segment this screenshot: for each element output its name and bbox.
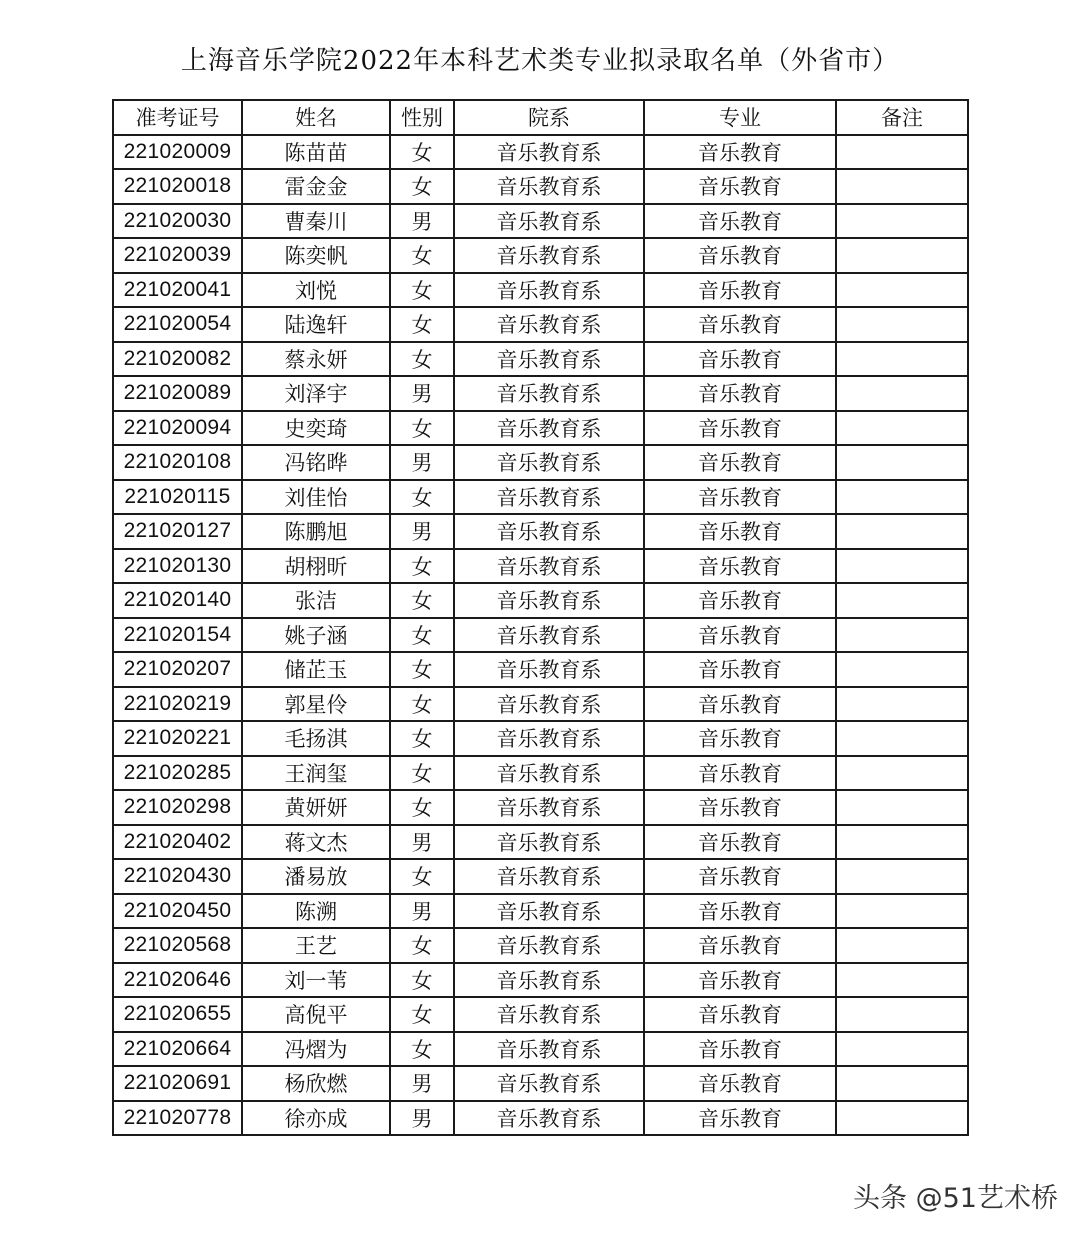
cell-remarks (836, 928, 968, 963)
cell-department: 音乐教育系 (454, 963, 644, 998)
cell-name: 黄妍妍 (242, 790, 390, 825)
cell-major: 音乐教育 (644, 756, 836, 791)
cell-major: 音乐教育 (644, 652, 836, 687)
cell-major: 音乐教育 (644, 411, 836, 446)
cell-exam-id: 221020285 (113, 756, 242, 791)
cell-exam-id: 221020154 (113, 618, 242, 653)
cell-gender: 女 (390, 997, 454, 1032)
cell-name: 刘佳怡 (242, 480, 390, 515)
cell-major: 音乐教育 (644, 825, 836, 860)
cell-name: 陈溯 (242, 894, 390, 929)
cell-major: 音乐教育 (644, 859, 836, 894)
cell-remarks (836, 514, 968, 549)
cell-exam-id: 221020664 (113, 1032, 242, 1067)
cell-major: 音乐教育 (644, 514, 836, 549)
cell-remarks (836, 549, 968, 584)
cell-remarks (836, 997, 968, 1032)
cell-name: 杨欣燃 (242, 1066, 390, 1101)
cell-gender: 女 (390, 756, 454, 791)
cell-gender: 女 (390, 721, 454, 756)
cell-name: 高倪平 (242, 997, 390, 1032)
table-row (113, 307, 968, 342)
cell-gender: 女 (390, 928, 454, 963)
cell-remarks (836, 652, 968, 687)
cell-gender: 女 (390, 859, 454, 894)
cell-remarks (836, 411, 968, 446)
cell-department: 音乐教育系 (454, 549, 644, 584)
cell-gender: 女 (390, 135, 454, 170)
table-row (113, 894, 968, 929)
cell-major: 音乐教育 (644, 1066, 836, 1101)
cell-gender: 女 (390, 169, 454, 204)
cell-remarks (836, 1101, 968, 1136)
cell-major: 音乐教育 (644, 342, 836, 377)
cell-department: 音乐教育系 (454, 480, 644, 515)
cell-major: 音乐教育 (644, 790, 836, 825)
cell-gender: 女 (390, 411, 454, 446)
cell-department: 音乐教育系 (454, 859, 644, 894)
cell-major: 音乐教育 (644, 204, 836, 239)
cell-name: 雷金金 (242, 169, 390, 204)
header-exam-id: 准考证号 (113, 100, 242, 135)
table-row (113, 790, 968, 825)
cell-remarks (836, 238, 968, 273)
table-row (113, 859, 968, 894)
cell-gender: 男 (390, 1101, 454, 1136)
cell-gender: 男 (390, 445, 454, 480)
cell-exam-id: 221020089 (113, 376, 242, 411)
cell-department: 音乐教育系 (454, 135, 644, 170)
cell-gender: 男 (390, 1066, 454, 1101)
table-row (113, 618, 968, 653)
cell-gender: 女 (390, 618, 454, 653)
cell-exam-id: 221020094 (113, 411, 242, 446)
cell-department: 音乐教育系 (454, 652, 644, 687)
cell-gender: 男 (390, 514, 454, 549)
cell-department: 音乐教育系 (454, 928, 644, 963)
cell-gender: 女 (390, 307, 454, 342)
cell-major: 音乐教育 (644, 963, 836, 998)
cell-exam-id: 221020207 (113, 652, 242, 687)
table-row (113, 997, 968, 1032)
cell-department: 音乐教育系 (454, 894, 644, 929)
header-name: 姓名 (242, 100, 390, 135)
cell-major: 音乐教育 (644, 583, 836, 618)
cell-major: 音乐教育 (644, 1101, 836, 1136)
cell-exam-id: 221020140 (113, 583, 242, 618)
cell-exam-id: 221020030 (113, 204, 242, 239)
cell-exam-id: 221020009 (113, 135, 242, 170)
cell-department: 音乐教育系 (454, 273, 644, 308)
cell-remarks (836, 376, 968, 411)
cell-exam-id: 221020402 (113, 825, 242, 860)
cell-gender: 女 (390, 963, 454, 998)
cell-remarks (836, 1066, 968, 1101)
cell-department: 音乐教育系 (454, 238, 644, 273)
cell-exam-id: 221020221 (113, 721, 242, 756)
cell-remarks (836, 963, 968, 998)
table-row (113, 963, 968, 998)
cell-name: 潘易放 (242, 859, 390, 894)
cell-name: 曹秦川 (242, 204, 390, 239)
cell-department: 音乐教育系 (454, 756, 644, 791)
cell-major: 音乐教育 (644, 307, 836, 342)
cell-department: 音乐教育系 (454, 445, 644, 480)
cell-remarks (836, 894, 968, 929)
cell-exam-id: 221020054 (113, 307, 242, 342)
cell-gender: 女 (390, 583, 454, 618)
header-remarks: 备注 (836, 100, 968, 135)
cell-exam-id: 221020041 (113, 273, 242, 308)
cell-exam-id: 221020298 (113, 790, 242, 825)
cell-department: 音乐教育系 (454, 342, 644, 377)
table-row (113, 687, 968, 722)
cell-exam-id: 221020646 (113, 963, 242, 998)
cell-exam-id: 221020130 (113, 549, 242, 584)
cell-exam-id: 221020430 (113, 859, 242, 894)
table-row (113, 928, 968, 963)
table-row (113, 342, 968, 377)
table-row (113, 411, 968, 446)
cell-name: 陈苗苗 (242, 135, 390, 170)
cell-department: 音乐教育系 (454, 1032, 644, 1067)
cell-department: 音乐教育系 (454, 687, 644, 722)
table-row (113, 549, 968, 584)
cell-remarks (836, 204, 968, 239)
cell-department: 音乐教育系 (454, 825, 644, 860)
table-row (113, 445, 968, 480)
cell-name: 王润玺 (242, 756, 390, 791)
cell-exam-id: 221020115 (113, 480, 242, 515)
cell-name: 史奕琦 (242, 411, 390, 446)
cell-gender: 男 (390, 204, 454, 239)
cell-remarks (836, 169, 968, 204)
table-row (113, 1066, 968, 1101)
cell-gender: 女 (390, 790, 454, 825)
table-row (113, 652, 968, 687)
cell-remarks (836, 756, 968, 791)
cell-name: 蒋文杰 (242, 825, 390, 860)
table-row (113, 825, 968, 860)
cell-department: 音乐教育系 (454, 376, 644, 411)
cell-name: 姚子涵 (242, 618, 390, 653)
cell-major: 音乐教育 (644, 549, 836, 584)
header-department: 院系 (454, 100, 644, 135)
cell-remarks (836, 342, 968, 377)
cell-gender: 男 (390, 376, 454, 411)
cell-major: 音乐教育 (644, 894, 836, 929)
cell-gender: 女 (390, 238, 454, 273)
cell-remarks (836, 618, 968, 653)
cell-department: 音乐教育系 (454, 307, 644, 342)
cell-name: 胡栩昕 (242, 549, 390, 584)
cell-major: 音乐教育 (644, 169, 836, 204)
cell-gender: 女 (390, 687, 454, 722)
table-row (113, 376, 968, 411)
table-row (113, 1032, 968, 1067)
table-row (113, 204, 968, 239)
cell-remarks (836, 859, 968, 894)
cell-exam-id: 221020082 (113, 342, 242, 377)
cell-remarks (836, 1032, 968, 1067)
cell-exam-id: 221020039 (113, 238, 242, 273)
cell-name: 徐亦成 (242, 1101, 390, 1136)
table-header-row (113, 100, 968, 135)
cell-exam-id: 221020108 (113, 445, 242, 480)
cell-remarks (836, 825, 968, 860)
cell-name: 蔡永妍 (242, 342, 390, 377)
cell-major: 音乐教育 (644, 997, 836, 1032)
table-row (113, 135, 968, 170)
cell-remarks (836, 687, 968, 722)
cell-major: 音乐教育 (644, 721, 836, 756)
table-row (113, 169, 968, 204)
cell-exam-id: 221020691 (113, 1066, 242, 1101)
cell-name: 郭星伶 (242, 687, 390, 722)
cell-name: 毛扬淇 (242, 721, 390, 756)
cell-exam-id: 221020778 (113, 1101, 242, 1136)
cell-gender: 女 (390, 273, 454, 308)
table-row (113, 756, 968, 791)
cell-department: 音乐教育系 (454, 721, 644, 756)
header-gender: 性别 (390, 100, 454, 135)
cell-department: 音乐教育系 (454, 169, 644, 204)
cell-remarks (836, 273, 968, 308)
cell-major: 音乐教育 (644, 135, 836, 170)
cell-name: 陈奕帆 (242, 238, 390, 273)
cell-major: 音乐教育 (644, 1032, 836, 1067)
cell-department: 音乐教育系 (454, 514, 644, 549)
cell-major: 音乐教育 (644, 273, 836, 308)
table-row (113, 721, 968, 756)
cell-gender: 男 (390, 825, 454, 860)
cell-exam-id: 221020219 (113, 687, 242, 722)
table-row (113, 583, 968, 618)
admission-table (112, 99, 969, 1136)
cell-name: 陈鹏旭 (242, 514, 390, 549)
cell-major: 音乐教育 (644, 687, 836, 722)
cell-remarks (836, 480, 968, 515)
cell-major: 音乐教育 (644, 618, 836, 653)
cell-gender: 女 (390, 549, 454, 584)
cell-name: 张洁 (242, 583, 390, 618)
table-row (113, 480, 968, 515)
header-major: 专业 (644, 100, 836, 135)
document-title: 上海音乐学院2022年本科艺术类专业拟录取名单（外省市） (180, 46, 900, 76)
cell-department: 音乐教育系 (454, 204, 644, 239)
table-body (113, 135, 968, 1136)
cell-department: 音乐教育系 (454, 411, 644, 446)
cell-exam-id: 221020127 (113, 514, 242, 549)
cell-name: 陆逸轩 (242, 307, 390, 342)
cell-exam-id: 221020568 (113, 928, 242, 963)
cell-gender: 女 (390, 342, 454, 377)
cell-name: 冯熠为 (242, 1032, 390, 1067)
cell-gender: 女 (390, 652, 454, 687)
table-row (113, 1101, 968, 1136)
cell-major: 音乐教育 (644, 928, 836, 963)
cell-remarks (836, 445, 968, 480)
cell-name: 刘一苇 (242, 963, 390, 998)
cell-remarks (836, 135, 968, 170)
cell-department: 音乐教育系 (454, 583, 644, 618)
cell-department: 音乐教育系 (454, 1066, 644, 1101)
cell-department: 音乐教育系 (454, 618, 644, 653)
cell-exam-id: 221020450 (113, 894, 242, 929)
cell-remarks (836, 583, 968, 618)
cell-remarks (836, 307, 968, 342)
cell-department: 音乐教育系 (454, 1101, 644, 1136)
table-row (113, 514, 968, 549)
cell-department: 音乐教育系 (454, 790, 644, 825)
cell-gender: 女 (390, 480, 454, 515)
cell-gender: 女 (390, 1032, 454, 1067)
watermark: 头条 @51艺术桥 (853, 1183, 1058, 1214)
cell-major: 音乐教育 (644, 445, 836, 480)
cell-name: 冯铭晔 (242, 445, 390, 480)
cell-exam-id: 221020655 (113, 997, 242, 1032)
cell-major: 音乐教育 (644, 480, 836, 515)
cell-major: 音乐教育 (644, 376, 836, 411)
cell-major: 音乐教育 (644, 238, 836, 273)
cell-exam-id: 221020018 (113, 169, 242, 204)
cell-name: 刘泽宇 (242, 376, 390, 411)
cell-name: 王艺 (242, 928, 390, 963)
cell-name: 储芷玉 (242, 652, 390, 687)
table-row (113, 273, 968, 308)
table-row (113, 238, 968, 273)
cell-department: 音乐教育系 (454, 997, 644, 1032)
cell-gender: 男 (390, 894, 454, 929)
cell-remarks (836, 721, 968, 756)
cell-remarks (836, 790, 968, 825)
cell-name: 刘悦 (242, 273, 390, 308)
